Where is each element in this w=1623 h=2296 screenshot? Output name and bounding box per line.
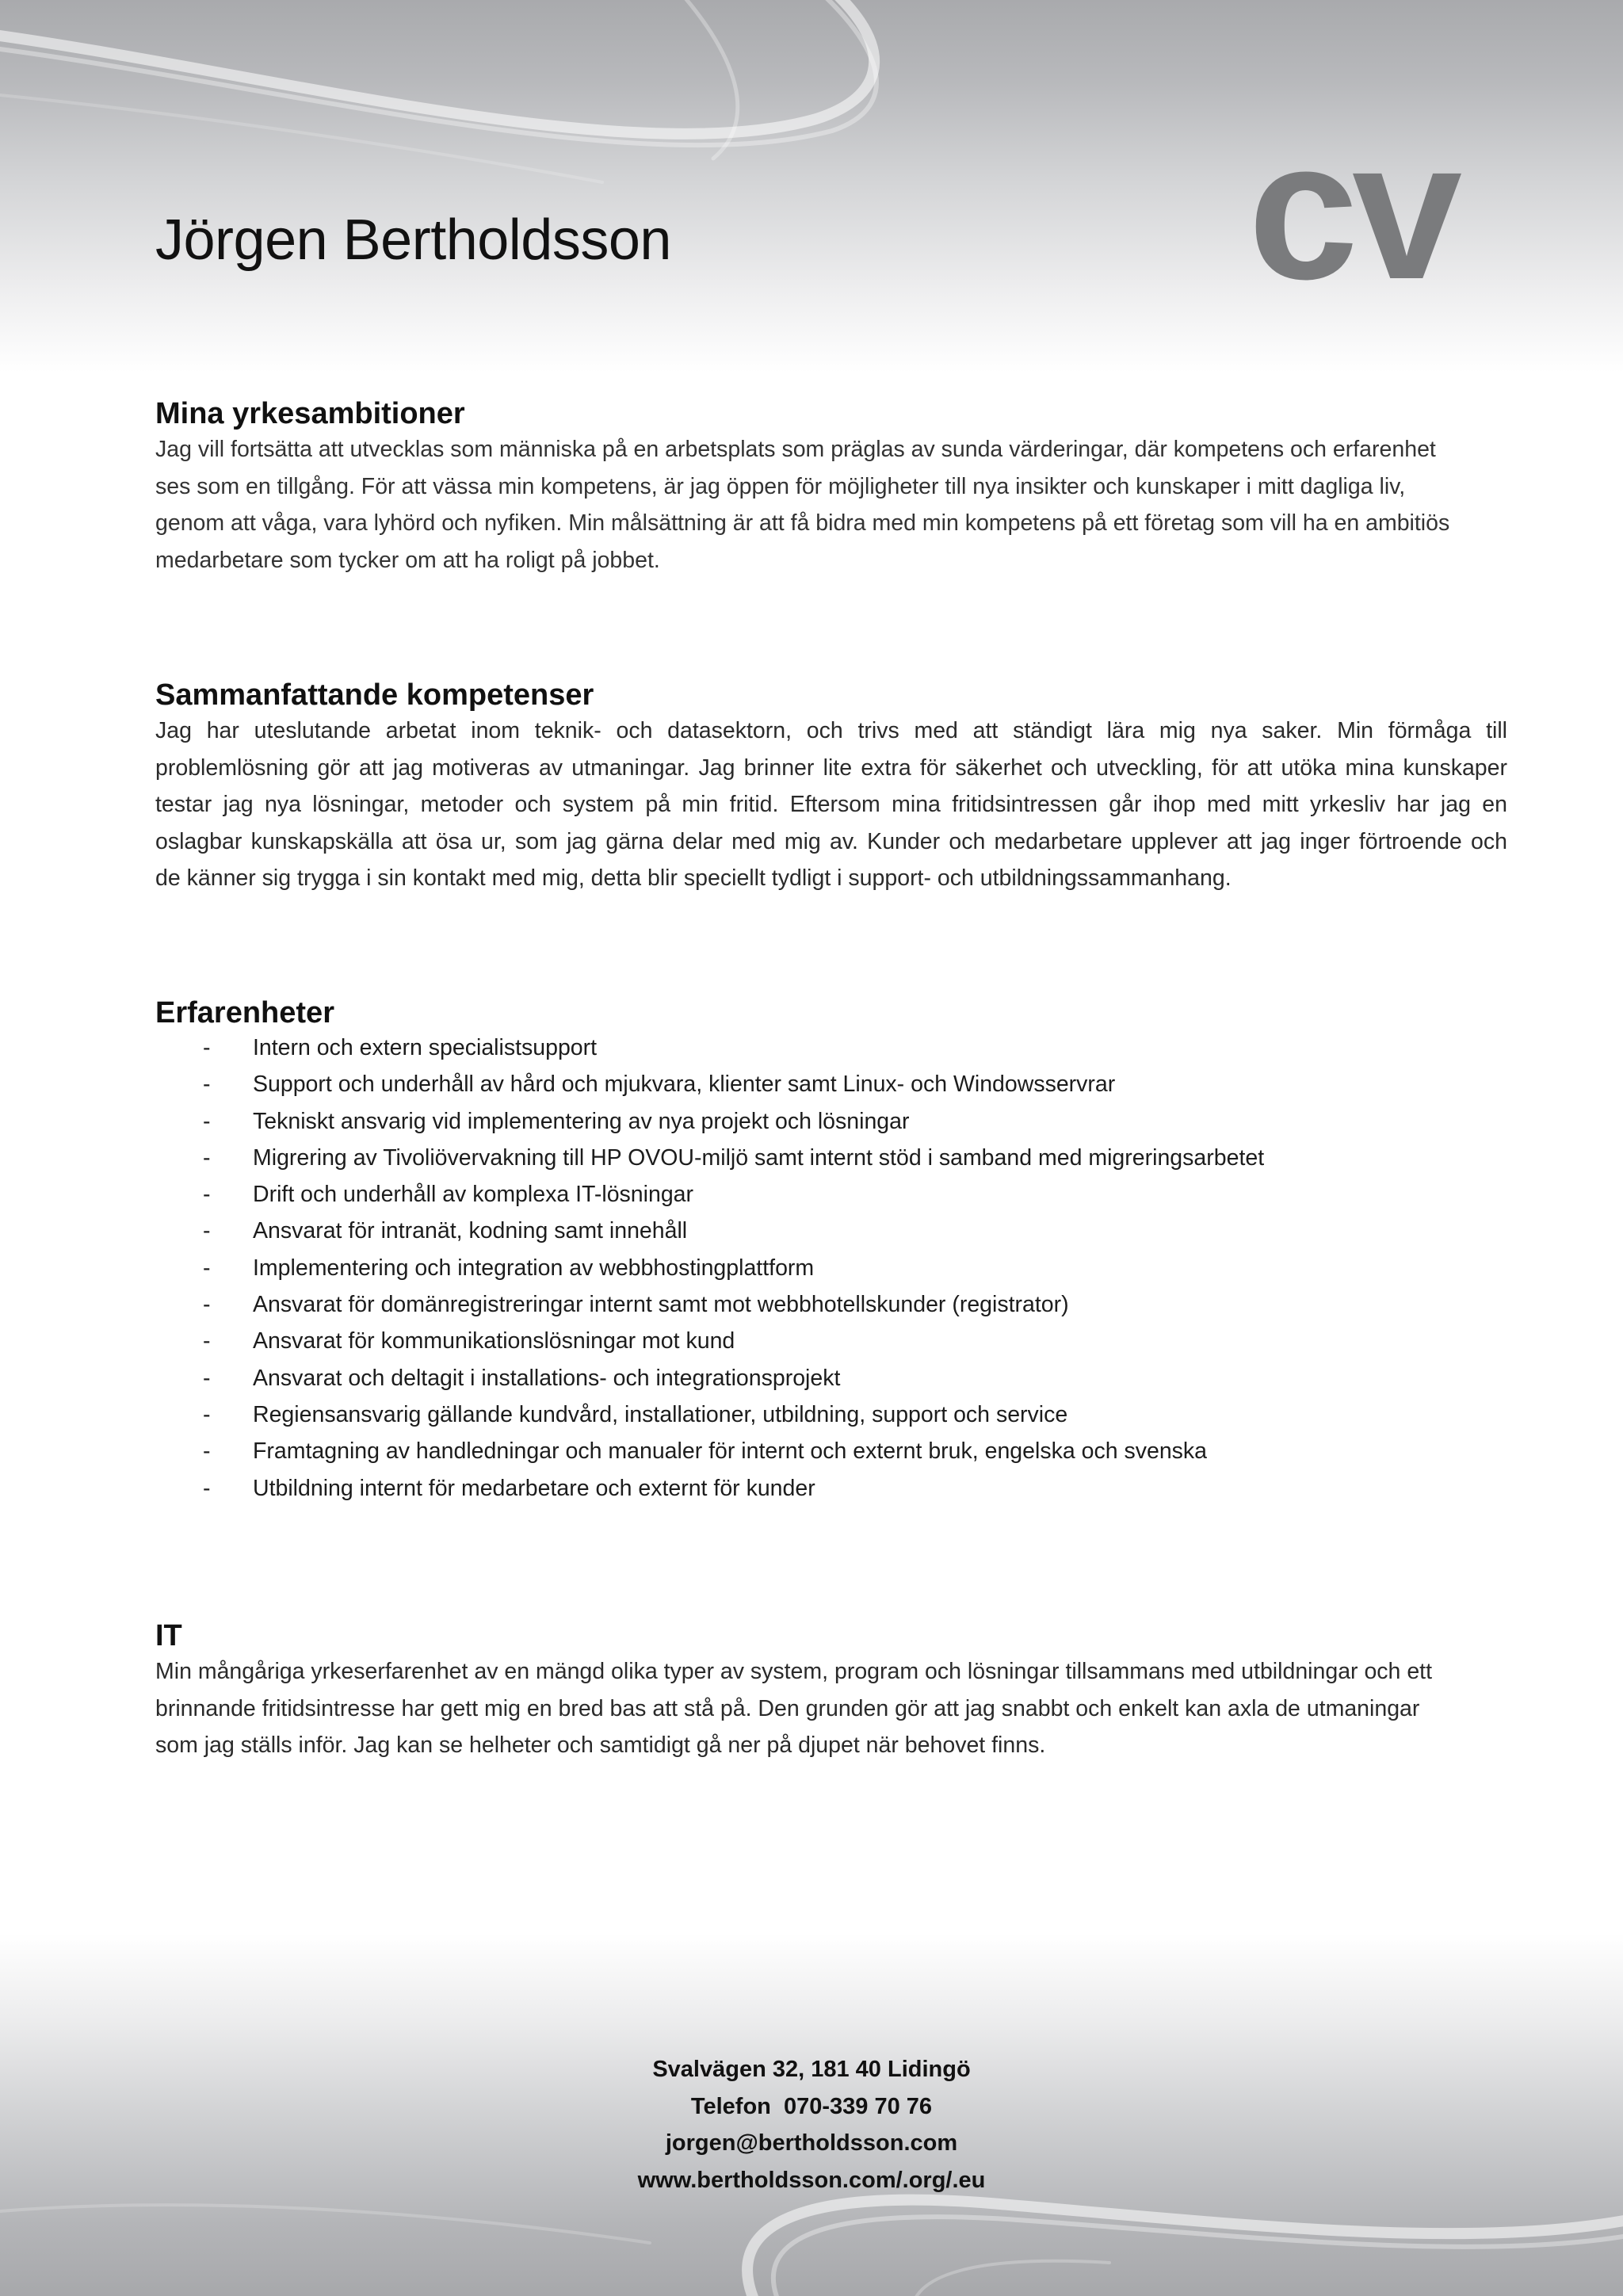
list-item — [155, 1470, 1507, 1507]
list-item — [155, 1433, 1507, 1469]
bullet-dash: - — [203, 1438, 211, 1465]
paragraph-line: Jag har uteslutande arbetat inom teknik- och datasektorn, och trivs med att ständigt lära mig nya saker. Min förmåga till — [155, 718, 1507, 743]
paragraph-line: som jag ställs inför. Jag kan se helheter och samtidigt gå ner på djupet när behovet finns. — [155, 1733, 1046, 1758]
bullet-dash: - — [203, 1475, 211, 1501]
list-item — [155, 1176, 1507, 1213]
experience-list — [155, 1030, 1507, 1507]
paragraph-line: problemlösning gör att jag motiveras av utmaningar. Jag brinner lite extra för säkerhet och utveckling, för att utöka mina kunskaper — [155, 755, 1507, 781]
section-heading: Mina yrkesambitioner — [155, 397, 465, 430]
list-item — [155, 1140, 1507, 1176]
section-ambitions — [155, 394, 1507, 579]
paragraph-line: testar jag nya lösningar, metoder och system på min fritid. Eftersom mina fritidsintressen går ihop med mitt yrkesliv har jag en — [155, 792, 1507, 817]
page-title: Jörgen Bertholdsson — [155, 208, 671, 272]
section-heading: IT — [155, 1619, 182, 1652]
list-item — [155, 1286, 1507, 1323]
section-competences — [155, 675, 1507, 897]
section-heading: Sammanfattande kompetenser — [155, 678, 594, 712]
list-item-text: Ansvarat för domänregistreringar internt samt mot webbhotellskunder (registrator) — [253, 1292, 1069, 1318]
list-item-text: Utbildning internt för medarbetare och externt för kunder — [253, 1475, 815, 1501]
list-item — [155, 1396, 1507, 1433]
list-item — [155, 1030, 1507, 1066]
bullet-dash: - — [203, 1035, 211, 1060]
list-item-text: Ansvarat för intranät, kodning samt innehåll — [253, 1218, 688, 1244]
phone: Telefon 070-339 70 76 — [690, 2093, 933, 2119]
list-item-text: Migrering av Tivoliövervakning till HP OVOU-miljö samt internt stöd i samband med migreringsarbetet — [253, 1144, 1265, 1171]
paragraph-line: medarbetare som tycker om att ha roligt på jobbet. — [155, 547, 660, 573]
list-item-text: Framtagning av handledningar och manualer för internt och externt bruk, engelska och svenska — [253, 1438, 1208, 1465]
bullet-dash: - — [203, 1108, 211, 1134]
list-item-text: Regiensansvarig gällande kundvård, installationer, utbildning, support och service — [253, 1401, 1068, 1427]
cv-logo: cv — [1248, 99, 1457, 320]
section-experience — [155, 993, 1507, 1507]
paragraph-line: oslagbar kunskapskälla att ösa ur, som jag gärna delar med mig av. Kunder och medarbetare upplever att jag inger förtroende och — [155, 828, 1507, 854]
email-link[interactable]: jorgen@bertholdsson.com — [665, 2130, 958, 2156]
paragraph-line: Min mångåriga yrkeserfarenhet av en mängd olika typer av system, program och lösningar tillsammans med utbildningar och ett — [155, 1659, 1433, 1684]
list-item — [155, 1250, 1507, 1286]
list-item — [155, 1213, 1507, 1249]
address: Svalvägen 32, 181 40 Lidingö — [652, 2057, 971, 2082]
bullet-dash: - — [203, 1072, 211, 1098]
paragraph-line: de känner sig trygga i sin kontakt med mig, detta blir speciellt tydligt i support- och utbildningssammanhang. — [155, 865, 1232, 891]
bullet-dash: - — [203, 1328, 211, 1354]
list-item — [155, 1066, 1507, 1102]
list-item — [155, 1103, 1507, 1140]
bullet-dash: - — [203, 1182, 211, 1208]
list-item — [155, 1323, 1507, 1359]
website-link[interactable]: www.bertholdsson.com/.org/.eu — [637, 2167, 986, 2193]
list-item-text: Implementering och integration av webbhostingplattform — [253, 1255, 815, 1281]
bullet-dash: - — [203, 1144, 211, 1171]
paragraph-line: Jag vill fortsätta att utvecklas som människa på en arbetsplats som präglas av sunda värderingar, där kompetens och erfarenhet — [155, 437, 1436, 462]
bullet-dash: - — [203, 1401, 211, 1427]
bullet-dash: - — [203, 1292, 211, 1318]
section-heading: Erfarenheter — [155, 996, 334, 1030]
contact-footer — [0, 2051, 1623, 2199]
paragraph-line: brinnande fritidsintresse har gett mig en bred bas att stå på. Den grunden gör att jag snabbt och enkelt kan axla de utmaningar — [155, 1695, 1420, 1721]
list-item-text: Tekniskt ansvarig vid implementering av nya projekt och lösningar — [253, 1108, 910, 1134]
bullet-dash: - — [203, 1218, 211, 1244]
bullet-dash: - — [203, 1365, 211, 1391]
list-item-text: Ansvarat och deltagit i installations- och integrationsprojekt — [253, 1365, 841, 1391]
list-item-text: Ansvarat för kommunikationslösningar mot kund — [253, 1328, 735, 1354]
list-item-text: Intern och extern specialistsupport — [253, 1035, 598, 1060]
paragraph-line: genom att våga, vara lyhörd och nyfiken. Min målsättning är att få bidra med min kompetens på ett företag som vill ha en ambitiös — [155, 510, 1450, 536]
section-it — [155, 1616, 1507, 1764]
list-item-text: Support och underhåll av hård och mjukvara, klienter samt Linux- och Windowsservrar — [253, 1072, 1116, 1098]
bullet-dash: - — [203, 1255, 211, 1281]
list-item — [155, 1360, 1507, 1396]
paragraph-line: ses som en tillgång. För att vässa min kompetens, är jag öppen för möjligheter till nya insikter och kunskaper i mitt dagliga liv, — [155, 473, 1406, 499]
list-item-text: Drift och underhåll av komplexa IT-lösningar — [253, 1182, 694, 1208]
